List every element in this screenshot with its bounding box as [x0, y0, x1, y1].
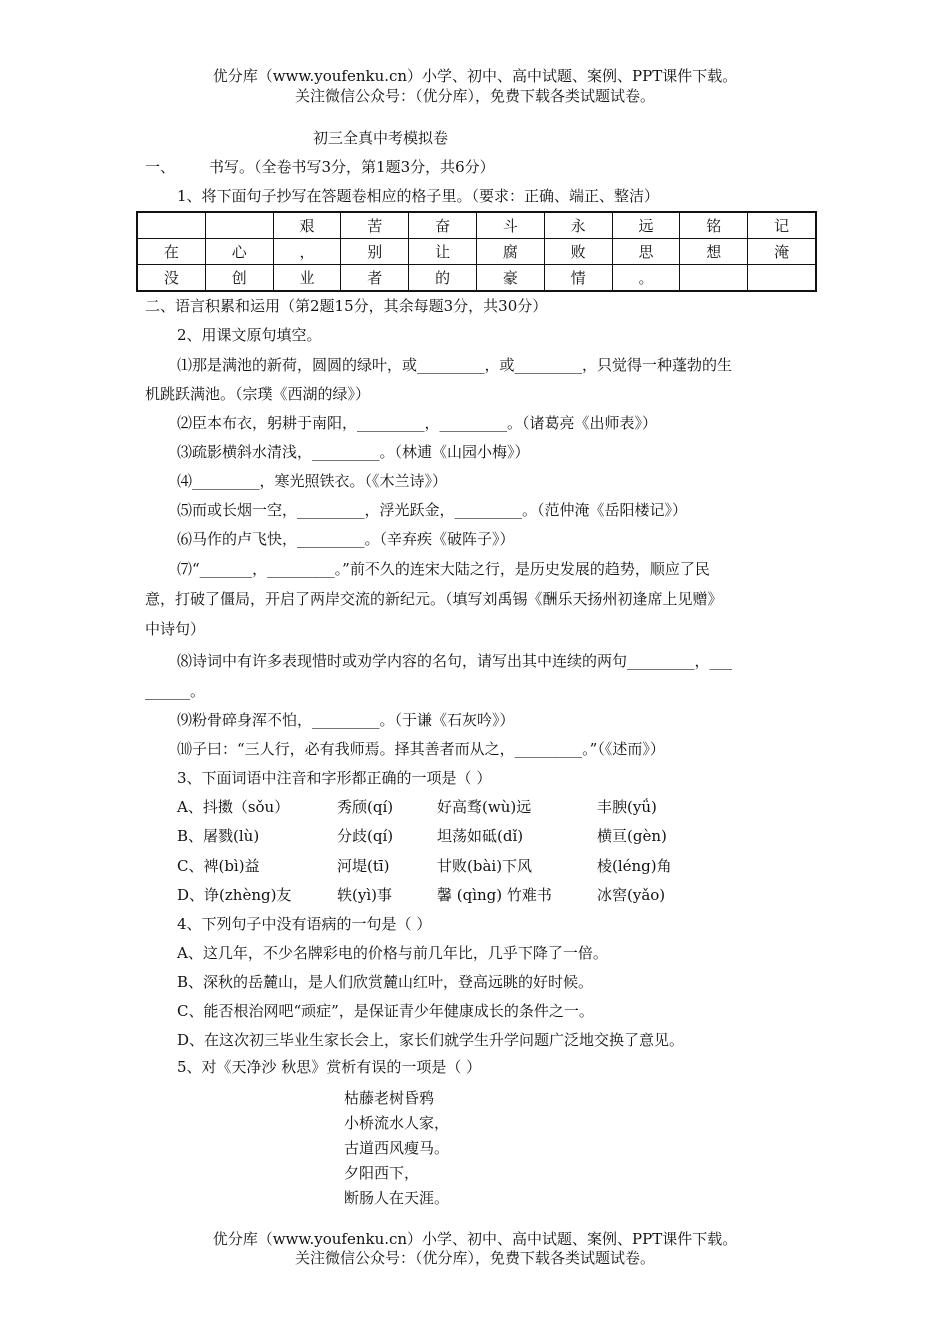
q3-option-item: 冰窖(yǎo) — [597, 886, 666, 904]
q2-3: ⑶疏影横斜水清浅，_________。（林逋《山园小梅》） — [177, 443, 530, 461]
poem-line-2: 小桥流水人家， — [344, 1114, 450, 1132]
grid-cell: 别 — [341, 239, 409, 265]
q3-option-item: 坦荡如砥(dǐ) — [437, 827, 524, 845]
poem-line-5: 断肠人在天涯。 — [344, 1189, 450, 1207]
poem-line-4: 夕阳西下， — [344, 1164, 420, 1182]
grid-cell: 想 — [680, 239, 748, 265]
poem-line-1: 枯藤老树昏鸦 — [344, 1089, 435, 1107]
q3-option-item: 秀颀(qí) — [337, 798, 394, 816]
q3-option-item: C、裨(bì)益 — [177, 857, 260, 875]
grid-cell: 情 — [544, 265, 612, 292]
q3-option-item: 轶(yì)事 — [337, 886, 392, 904]
q1-text: 1、将下面句子抄写在答题卷相应的格子里。（要求：正确、端正、整洁） — [177, 187, 660, 205]
q4-text: 4、下列句子中没有语病的一句是（ ） — [177, 915, 432, 933]
q2-7-line-b: 意，打破了僵局，开启了两岸交流的新纪元。（填写刘禹锡《酬乐天扬州初逢席上见赠》 — [145, 590, 723, 608]
q2-text: 2、用课文原句填空。 — [177, 326, 322, 344]
q3-option-item: 分歧(qí) — [337, 827, 394, 845]
grid-cell — [205, 212, 273, 239]
copy-grid — [136, 211, 817, 292]
grid-cell: 在 — [137, 239, 205, 265]
section2-heading: 二、语言积累和运用（第2题15分，其余每题3分，共30分） — [145, 297, 548, 315]
q2-7-line-c: 中诗句） — [145, 620, 206, 638]
footer-line-2: 关注微信公众号：（优分库），免费下载各类试题试卷。 — [294, 1249, 655, 1267]
grid-cell: 腐 — [476, 239, 544, 265]
q2-9: ⑼粉骨碎身浑不怕，_________。（于谦《石灰吟》） — [177, 711, 515, 729]
grid-cell: 永 — [544, 212, 612, 239]
grid-row — [137, 239, 816, 265]
q2-2: ⑵臣本布衣，躬耕于南阳，_________，_________。（诸葛亮《出师表》） — [177, 414, 658, 432]
q5-text: 5、对《天净沙 秋思》赏析有误的一项是（ ） — [177, 1058, 482, 1076]
grid-cell: 没 — [137, 265, 205, 292]
grid-cell: 思 — [612, 239, 680, 265]
grid-cell — [680, 265, 748, 292]
grid-cell: 奋 — [409, 212, 477, 239]
grid-cell: 铭 — [680, 212, 748, 239]
header-line-2: 关注微信公众号：（优分库），免费下载各类试题试卷。 — [294, 87, 655, 105]
header-line-1: 优分库（www.youfenku.cn）小学、初中、高中试题、案例、PPT课件下载。 — [212, 67, 738, 85]
q4-option-a: A、这几年，不少名牌彩电的价格与前几年比，几乎下降了一倍。 — [177, 944, 608, 962]
q2-1-line-b: 机跳跃满池。（宗璞《西湖的绿》） — [145, 385, 371, 403]
q2-1-line-a: ⑴那是满池的新荷，圆圆的绿叶，或_________，或_________，只觉得一种蓬勃的生 — [177, 356, 733, 374]
q2-8-line-a: ⑻诗词中有许多表现惜时或劝学内容的名句，请写出其中连续的两句_________，___ — [177, 652, 733, 670]
q4-option-c: C、能否根治网吧“顽症”，是保证青少年健康成长的条件之一。 — [177, 1002, 594, 1020]
poem-line-3: 古道西风瘦马。 — [344, 1139, 450, 1157]
q3-option-item: B、屠戮(lù) — [177, 827, 260, 845]
q3-option-item: 棱(léng)角 — [597, 857, 672, 875]
q4-option-b: B、深秋的岳麓山，是人们欣赏麓山红叶，登高远眺的好时候。 — [177, 973, 594, 991]
q3-option-item: 丰腴(yǘ) — [597, 798, 657, 816]
q3-option-item: 甘败(bài)下风 — [437, 857, 533, 875]
q4-option-d: D、在这次初三毕业生家长会上，家长们就学生升学问题广泛地交换了意见。 — [177, 1031, 685, 1049]
q2-8-line-b: ______。 — [145, 682, 206, 700]
grid-cell: 艰 — [273, 212, 341, 239]
q3-text: 3、下面词语中注音和字形都正确的一项是（ ） — [177, 769, 492, 787]
grid-cell: 业 — [273, 265, 341, 292]
q3-option-item: 横亘(gèn) — [597, 827, 667, 845]
grid-cell: 淹 — [748, 239, 816, 265]
grid-cell: 者 — [341, 265, 409, 292]
grid-cell: 心 — [205, 239, 273, 265]
grid-cell: 豪 — [476, 265, 544, 292]
grid-row — [137, 212, 816, 239]
grid-row — [137, 265, 816, 292]
grid-cell: 创 — [205, 265, 273, 292]
q3-option-item: 好高骛(wù)远 — [437, 798, 532, 816]
q2-7-line-a: ⑺“_______，_________。”前不久的连宋大陆之行，是历史发展的趋势，顺应了民 — [177, 560, 710, 578]
grid-cell: 。 — [612, 265, 680, 292]
grid-cell — [137, 212, 205, 239]
section1-heading-num: 一、 — [145, 158, 176, 176]
q2-10: ⑽子曰：“三人行，必有我师焉。择其善者而从之，_________。”（《述而》） — [177, 740, 665, 758]
grid-cell: 的 — [409, 265, 477, 292]
grid-cell: ， — [273, 239, 341, 265]
q3-option-item: A、抖擞（sǒu） — [177, 798, 290, 816]
grid-cell: 败 — [544, 239, 612, 265]
grid-cell — [748, 265, 816, 292]
q3-option-item: D、诤(zhèng)友 — [177, 886, 292, 904]
grid-cell: 记 — [748, 212, 816, 239]
section1-heading: 书写。（全卷书写3分，第1题3分，共6分） — [209, 158, 495, 176]
q2-4: ⑷_________，寒光照铁衣。（《木兰诗》） — [177, 472, 448, 490]
grid-cell: 斗 — [476, 212, 544, 239]
q2-6: ⑹马作的卢飞快，_________。（辛弃疾《破阵子》） — [177, 530, 515, 548]
q2-5: ⑸而或长烟一空，_________，浮光跃金，_________。（范仲淹《岳阳楼记》） — [177, 501, 688, 519]
grid-cell: 让 — [409, 239, 477, 265]
exam-title: 初三全真中考模拟卷 — [313, 129, 449, 147]
q3-option-item: 馨 (qìng) 竹难书 — [437, 886, 552, 904]
grid-cell: 苦 — [341, 212, 409, 239]
grid-cell: 远 — [612, 212, 680, 239]
footer-line-1: 优分库（www.youfenku.cn）小学、初中、高中试题、案例、PPT课件下载。 — [212, 1230, 738, 1248]
q3-option-item: 河堤(tī) — [337, 857, 390, 875]
